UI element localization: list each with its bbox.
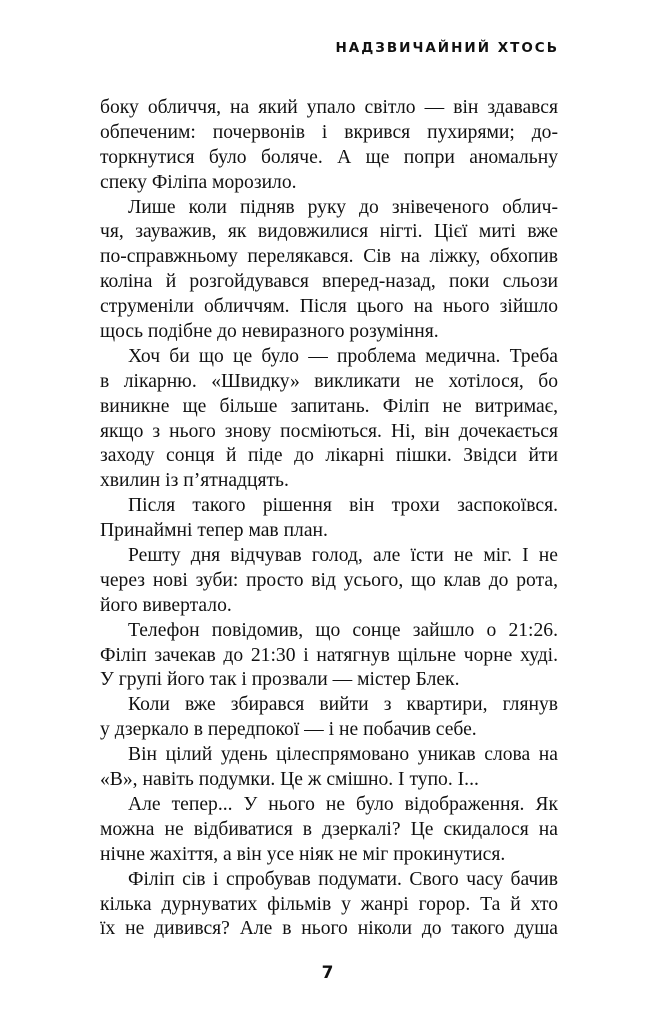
text-line: виникне ще більше запитань. Філіп не витримає, <box>100 395 558 417</box>
paragraph <box>100 196 558 345</box>
paragraph <box>100 793 558 868</box>
paragraph <box>100 619 558 694</box>
paragraph <box>100 345 558 494</box>
text-line: Філіп зачекав до 21:30 і натягнув щільне чорне худі. <box>100 644 558 666</box>
text-line: можна не відбиватися в дзеркалі? Це скидалося на <box>100 818 558 840</box>
text-line: їх не дивився? Але в нього ніколи до такого душа <box>100 918 558 940</box>
text-line: Коли вже збирався вийти з квартири, глянув <box>128 694 558 716</box>
text-line: його вивертало. <box>100 594 232 616</box>
text-line: по-справжньому перелякався. Сів на ліжку, обхопив <box>100 246 558 268</box>
text-line: спеку Філіпа морозило. <box>100 171 297 193</box>
text-line: коліна й розгойдувався вперед-назад, поки сльози <box>100 271 558 293</box>
text-line: Принаймні тепер мав план. <box>100 520 328 542</box>
text-line: Він цілий удень цілеспрямовано уникав слова на <box>128 744 558 766</box>
text-line: обпеченим: почервонів і вкрився пухирями; до- <box>100 121 558 143</box>
paragraph <box>100 743 558 793</box>
running-header: НАДЗВИЧАЙНИЙ ХТОСЬ <box>335 40 559 56</box>
paragraph <box>100 494 558 544</box>
paragraph <box>100 96 558 196</box>
text-line: струменіли обличчям. Після цього на нього зійшло <box>100 296 558 318</box>
text-line: боку обличчя, на який упало світло — він здавався <box>100 97 558 118</box>
text-line: Але тепер... У нього не було відображення. Як <box>128 793 558 815</box>
text-line: Після такого рішення він трохи заспокоївся. <box>128 495 558 517</box>
page-number: 7 <box>321 963 334 983</box>
paragraph <box>100 693 558 743</box>
text-line: в лікарню. «Швидку» викликати не хотілося, бо <box>100 370 558 392</box>
text-line: щось подібне до невиразного розуміння. <box>100 321 439 343</box>
text-line: чя, зауважив, як видовжилися нігті. Цієї миті вже <box>100 221 558 243</box>
text-line: торкнутися було боляче. А ще попри аномальну <box>100 146 558 168</box>
text-line: заходу сонця й піде до лікарні пішки. Звідси йти <box>100 445 558 467</box>
page-body-text <box>100 96 558 942</box>
paragraph <box>100 868 558 943</box>
text-line: Філіп сів і спробував подумати. Свого часу бачив <box>128 868 558 890</box>
text-line: Лише коли підняв руку до знівеченого облич- <box>128 196 558 218</box>
text-line: у дзеркало в передпокої — і не побачив себе. <box>100 719 477 741</box>
text-line: хвилин із п’ятнадцять. <box>100 470 289 492</box>
text-line: кілька дурнуватих фільмів у жанрі горор. Та й хто <box>100 893 558 915</box>
text-line: У групі його так і прозвали — містер Блек. <box>100 669 460 691</box>
text-line: нічне жахіття, а він усе ніяк не міг прокинутися. <box>100 843 506 865</box>
text-line: Телефон повідомив, що сонце зайшло о 21:26. <box>128 619 558 641</box>
text-line: Решту дня відчував голод, але їсти не міг. І не <box>128 545 558 567</box>
text-line: Хоч би що це було — проблема медична. Треба <box>128 345 558 367</box>
text-line: якщо з нього знову посміються. Ні, він дочекається <box>100 420 558 442</box>
text-line: через нові зуби: просто від усього, що клав до рота, <box>100 569 558 591</box>
paragraph <box>100 544 558 619</box>
text-line: «В», навіть подумки. Це ж смішно. І тупо. І... <box>100 769 479 791</box>
